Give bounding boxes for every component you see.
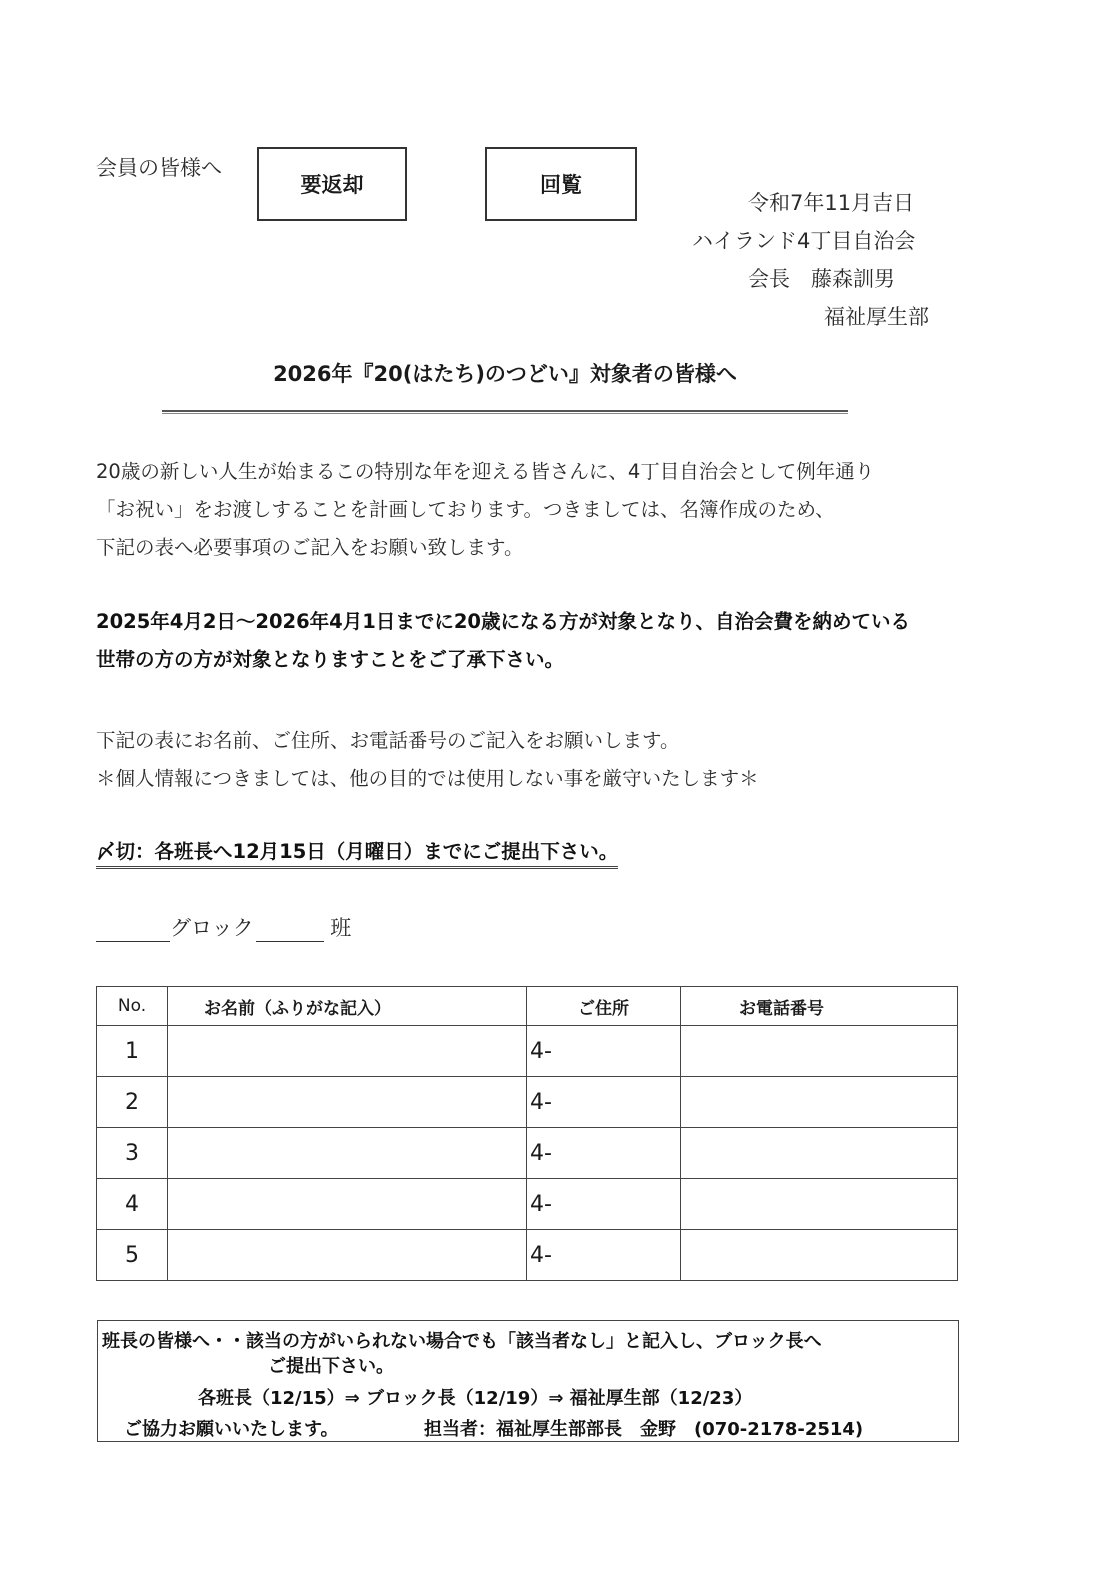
stamp-return-label: 要返却 bbox=[300, 173, 364, 197]
intro-line: 「お祝い」をお渡しすることを計画しております。つきましては、名簿作成のため、 bbox=[96, 498, 835, 521]
block-group-line bbox=[96, 912, 351, 942]
address-cell[interactable]: 4- bbox=[527, 1179, 681, 1230]
header-name: お名前（ふりがな記入） bbox=[168, 987, 527, 1026]
thanks-text: ご協力お願いいたします。 bbox=[124, 1419, 339, 1440]
deadline-notice: 〆切：各班長へ12月15日（月曜日）までにご提出下さい。 bbox=[96, 836, 618, 869]
table-row bbox=[97, 1077, 958, 1128]
notice-line: 班長の皆様へ・・該当の方がいられない場合でも「該当者なし」と記入し、ブロック長へ bbox=[102, 1331, 822, 1352]
stamp-circulation bbox=[485, 147, 637, 221]
row-no: 3 bbox=[97, 1128, 168, 1179]
group-leader-notice-box bbox=[97, 1320, 959, 1442]
submission-flow: 各班長（12/15）⇒ ブロック長（12/19）⇒ 福祉厚生部（12/23） bbox=[198, 1388, 753, 1409]
privacy-note: ＊個人情報につきましては、他の目的では使用しない事を厳守いたします＊ bbox=[96, 767, 759, 790]
table-row bbox=[97, 1230, 958, 1281]
block-blank-field[interactable] bbox=[96, 915, 170, 942]
phone-cell[interactable] bbox=[681, 1179, 958, 1230]
intro-line: 20歳の新しい人生が始まるこの特別な年を迎える皆さんに、4丁目自治会として例年通り bbox=[96, 460, 875, 483]
addressee: 会員の皆様へ bbox=[96, 156, 222, 180]
instruction-paragraph bbox=[96, 722, 759, 798]
name-cell[interactable] bbox=[168, 1179, 527, 1230]
contact-person: 担当者：福祉厚生部部長 金野 (070-2178-2514) bbox=[424, 1419, 864, 1440]
title-divider bbox=[162, 410, 848, 414]
header-phone: お電話番号 bbox=[681, 987, 958, 1026]
name-cell[interactable] bbox=[168, 1128, 527, 1179]
header-no: No. bbox=[97, 987, 168, 1026]
document-title: 2026年『20(はたち)のつどい』対象者の皆様へ bbox=[273, 362, 737, 386]
sender-date: 令和7年11月吉日 bbox=[748, 191, 915, 215]
notice-line: ご提出下さい。 bbox=[268, 1356, 394, 1377]
header-address: ご住所 bbox=[527, 987, 681, 1026]
row-no: 5 bbox=[97, 1230, 168, 1281]
sender-president: 会長 藤森訓男 bbox=[748, 267, 895, 291]
name-cell[interactable] bbox=[168, 1026, 527, 1077]
intro-line: 下記の表へ必要事項のご記入をお願い致します。 bbox=[96, 536, 524, 559]
stamp-circulation-label: 回覧 bbox=[540, 173, 582, 197]
name-cell[interactable] bbox=[168, 1077, 527, 1128]
eligibility-line: 2025年4月2日～2026年4月1日までに20歳になる方が対象となり、自治会費を納めている bbox=[96, 610, 910, 633]
block-label: グロック bbox=[170, 916, 254, 940]
phone-cell[interactable] bbox=[681, 1026, 958, 1077]
name-cell[interactable] bbox=[168, 1230, 527, 1281]
group-blank-field[interactable] bbox=[256, 915, 324, 942]
row-no: 1 bbox=[97, 1026, 168, 1077]
sender-organization: ハイランド4丁目自治会 bbox=[692, 229, 916, 253]
eligibility-line: 世帯の方の方が対象となりますことをご了承下さい。 bbox=[96, 648, 565, 671]
row-no: 4 bbox=[97, 1179, 168, 1230]
group-label: 班 bbox=[330, 916, 352, 940]
row-no: 2 bbox=[97, 1077, 168, 1128]
stamp-return-required bbox=[257, 147, 407, 221]
address-cell[interactable]: 4- bbox=[527, 1026, 681, 1077]
roster-table bbox=[96, 986, 958, 1281]
table-row bbox=[97, 1179, 958, 1230]
instruction-line: 下記の表にお名前、ご住所、お電話番号のご記入をお願いします。 bbox=[96, 729, 680, 752]
eligibility-paragraph bbox=[96, 603, 910, 679]
address-cell[interactable]: 4- bbox=[527, 1230, 681, 1281]
table-header-row bbox=[97, 987, 958, 1026]
table-row bbox=[97, 1026, 958, 1077]
phone-cell[interactable] bbox=[681, 1077, 958, 1128]
sender-department: 福祉厚生部 bbox=[824, 305, 929, 329]
address-cell[interactable]: 4- bbox=[527, 1128, 681, 1179]
phone-cell[interactable] bbox=[681, 1128, 958, 1179]
phone-cell[interactable] bbox=[681, 1230, 958, 1281]
table-row bbox=[97, 1128, 958, 1179]
address-cell[interactable]: 4- bbox=[527, 1077, 681, 1128]
intro-paragraph bbox=[96, 453, 874, 567]
